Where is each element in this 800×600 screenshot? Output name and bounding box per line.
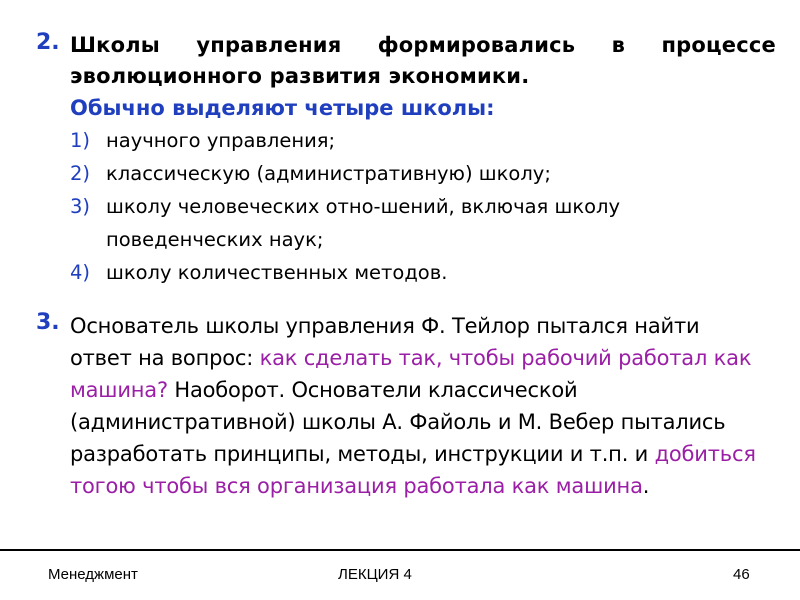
schools-list bbox=[70, 124, 776, 289]
list-item-text: школу количественных методов. bbox=[106, 261, 448, 284]
section-2-number: 2. bbox=[36, 30, 60, 55]
list-item bbox=[70, 124, 776, 157]
paragraph-text: Основатель школы управления Ф. Тейлор пытался найти ответ на вопрос: bbox=[70, 314, 700, 370]
footer-course-title: Менеджмент bbox=[48, 566, 138, 583]
section-3 bbox=[36, 310, 766, 502]
section-2 bbox=[36, 30, 776, 289]
list-item bbox=[70, 190, 776, 256]
footer-divider bbox=[0, 549, 800, 551]
list-item bbox=[70, 157, 776, 190]
section-3-number: 3. bbox=[36, 310, 60, 335]
highlighted-question: как сделать так, чтобы рабочий работал как машина? bbox=[70, 346, 752, 402]
section-2-heading: Школы управления формировались в процессе эволюционного развития экономики. bbox=[70, 33, 776, 88]
footer-page-number: 46 bbox=[733, 566, 750, 583]
footer-lecture: ЛЕКЦИЯ 4 bbox=[338, 566, 412, 583]
list-item-text: научного управления; bbox=[106, 129, 336, 152]
list-item bbox=[70, 256, 776, 289]
section-3-paragraph bbox=[70, 310, 766, 502]
list-item-number: 2) bbox=[70, 162, 91, 185]
list-item-text: школу человеческих отно-шений, включая школу поведенческих наук; bbox=[106, 195, 621, 251]
section-2-subheading: Обычно выделяют четыре школы: bbox=[70, 96, 495, 120]
paragraph-text: Наоборот. Основатели классической (административной) школы А. Файоль и М. Вебер пытались разработать принципы, методы, инструкции и т.п. и bbox=[70, 378, 726, 466]
list-item-number: 4) bbox=[70, 261, 91, 284]
list-item-text: классическую (административную) школу; bbox=[106, 162, 551, 185]
highlighted-goal: добиться тогою чтобы вся организация работала как машина bbox=[70, 442, 756, 498]
list-item-number: 3) bbox=[70, 195, 91, 218]
paragraph-end: . bbox=[642, 474, 650, 498]
list-item-number: 1) bbox=[70, 129, 91, 152]
